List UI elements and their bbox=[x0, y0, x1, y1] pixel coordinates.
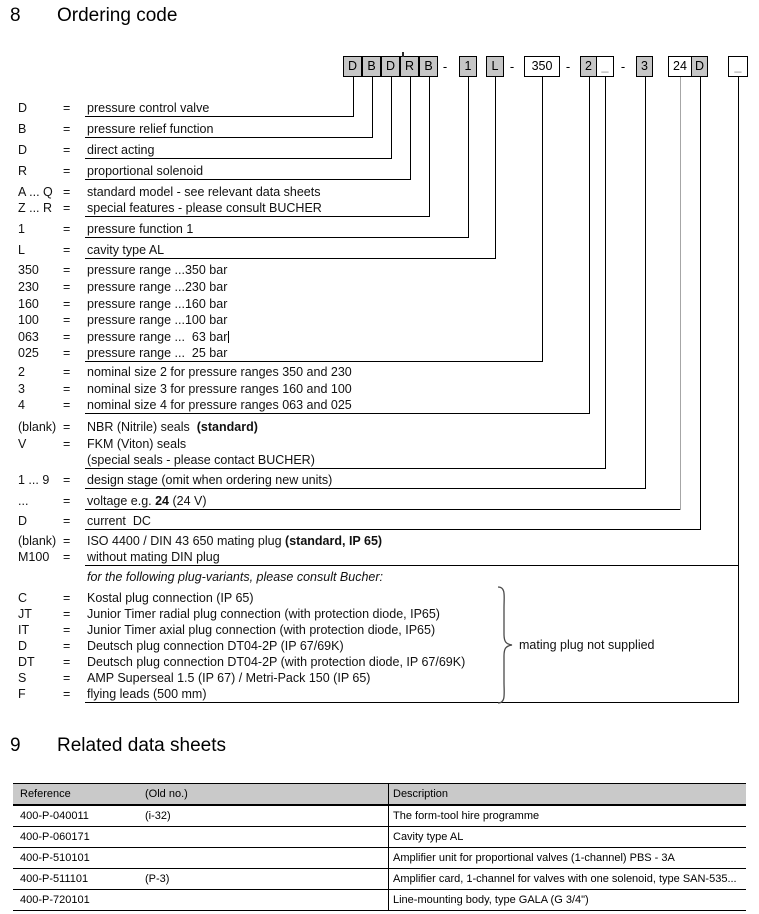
code-box: B bbox=[362, 56, 381, 77]
code-value: R bbox=[18, 164, 28, 178]
equals-sign: = bbox=[63, 623, 71, 637]
code-description: nominal size 3 for pressure ranges 160 and 100 bbox=[87, 382, 352, 396]
equals-sign: = bbox=[63, 122, 71, 136]
code-legend-row bbox=[0, 453, 759, 469]
stray-tick-mark bbox=[402, 52, 404, 57]
code-legend-row bbox=[0, 570, 759, 586]
equals-sign: = bbox=[63, 687, 71, 701]
code-description: NBR (Nitrile) seals (standard) bbox=[87, 420, 258, 434]
code-legend-row bbox=[0, 687, 759, 703]
code-value: JT bbox=[18, 607, 32, 621]
equals-sign: = bbox=[63, 201, 71, 215]
equals-sign: = bbox=[63, 398, 71, 412]
code-value: D bbox=[18, 143, 28, 157]
equals-sign: = bbox=[63, 607, 71, 621]
table-cell-reference: 400-P-510101 bbox=[20, 852, 90, 864]
code-description: Kostal plug connection (IP 65) bbox=[87, 591, 254, 605]
code-value: DT bbox=[18, 655, 35, 669]
equals-sign: = bbox=[63, 473, 71, 487]
equals-sign: = bbox=[63, 655, 71, 669]
equals-sign: = bbox=[63, 346, 71, 360]
code-value: 1 ... 9 bbox=[18, 473, 50, 487]
equals-sign: = bbox=[63, 330, 71, 344]
equals-sign: = bbox=[63, 222, 71, 236]
code-legend-row bbox=[0, 313, 759, 329]
code-description: standard model - see relevant data sheets bbox=[87, 185, 321, 199]
code-legend-row bbox=[0, 671, 759, 687]
code-description: Deutsch plug connection DT04-2P (with protection diode, IP 67/69K) bbox=[87, 655, 466, 669]
table-header-reference: Reference bbox=[20, 788, 71, 800]
code-description: pressure range ...100 bar bbox=[87, 313, 228, 327]
code-legend-row bbox=[0, 243, 759, 259]
equals-sign: = bbox=[63, 382, 71, 396]
equals-sign: = bbox=[63, 280, 71, 294]
code-description: for the following plug-variants, please consult Bucher: bbox=[87, 570, 383, 584]
code-legend-row bbox=[0, 201, 759, 217]
code-description: cavity type AL bbox=[87, 243, 165, 257]
code-legend-row bbox=[0, 222, 759, 238]
section-9-number: 9 bbox=[10, 735, 21, 756]
table-cell-reference: 400-P-511101 bbox=[20, 873, 89, 885]
equals-sign: = bbox=[63, 420, 71, 434]
code-value: 2 bbox=[18, 365, 25, 379]
code-description: nominal size 4 for pressure ranges 063 and 025 bbox=[87, 398, 352, 412]
code-box: 3 bbox=[636, 56, 653, 77]
table-header-description: Description bbox=[393, 788, 449, 800]
code-separator-dash: - bbox=[509, 59, 515, 74]
table-cell-description: The form-tool hire programme bbox=[393, 810, 540, 822]
code-legend-row bbox=[0, 607, 759, 623]
section-9-heading bbox=[0, 735, 759, 759]
plug-variants-brace bbox=[492, 584, 518, 706]
code-legend-row bbox=[0, 514, 759, 530]
equals-sign: = bbox=[63, 534, 71, 548]
code-legend-row bbox=[0, 101, 759, 117]
code-value: B bbox=[18, 122, 27, 136]
code-description: Junior Timer axial plug connection (with protection diode, IP65) bbox=[87, 623, 436, 637]
equals-sign: = bbox=[63, 437, 71, 451]
table-header-row bbox=[13, 784, 746, 806]
code-value: 160 bbox=[18, 297, 39, 311]
code-value: 350 bbox=[18, 263, 39, 277]
table-cell-description: Cavity type AL bbox=[393, 831, 464, 843]
code-legend-row bbox=[0, 534, 759, 550]
section-9-title: Related data sheets bbox=[57, 735, 227, 756]
code-box: D bbox=[381, 56, 400, 77]
code-description: pressure range ...230 bar bbox=[87, 280, 228, 294]
code-value: F bbox=[18, 687, 26, 701]
code-value: (blank) bbox=[18, 420, 57, 434]
table-cell-reference: 400-P-060171 bbox=[20, 831, 90, 843]
equals-sign: = bbox=[63, 313, 71, 327]
table-cell-old-no: (i-32) bbox=[145, 810, 171, 822]
table-cell-description: Line-mounting body, type GALA (G 3/4") bbox=[393, 894, 589, 906]
code-description: pressure control valve bbox=[87, 101, 210, 115]
code-legend-row bbox=[0, 122, 759, 138]
code-value: ... bbox=[18, 494, 29, 508]
code-legend-row bbox=[0, 382, 759, 398]
table-cell-description: Amplifier unit for proportional valves (1-channel) PBS - 3A bbox=[393, 852, 675, 864]
code-description: voltage e.g. 24 (24 V) bbox=[87, 494, 207, 508]
code-description: pressure function 1 bbox=[87, 222, 194, 236]
code-description: without mating DIN plug bbox=[87, 550, 220, 564]
code-value: 3 bbox=[18, 382, 25, 396]
code-legend-row bbox=[0, 623, 759, 639]
code-value: V bbox=[18, 437, 27, 451]
code-value: 100 bbox=[18, 313, 39, 327]
code-legend-row bbox=[0, 185, 759, 201]
code-box: 350 bbox=[524, 56, 560, 77]
code-description: pressure range ...350 bar bbox=[87, 263, 228, 277]
text-cursor-artifact bbox=[228, 331, 229, 343]
code-value: D bbox=[18, 101, 28, 115]
code-value: A ... Q bbox=[18, 185, 53, 199]
code-description: pressure relief function bbox=[87, 122, 214, 136]
code-value: M100 bbox=[18, 550, 50, 564]
code-legend-row bbox=[0, 550, 759, 566]
code-value: S bbox=[18, 671, 27, 685]
equals-sign: = bbox=[63, 494, 71, 508]
equals-sign: = bbox=[63, 185, 71, 199]
code-value: (blank) bbox=[18, 534, 57, 548]
code-legend-row bbox=[0, 591, 759, 607]
code-description: direct acting bbox=[87, 143, 155, 157]
code-legend-row bbox=[0, 346, 759, 362]
table-cell-old-no: (P-3) bbox=[145, 873, 170, 885]
equals-sign: = bbox=[63, 263, 71, 277]
equals-sign: = bbox=[63, 365, 71, 379]
code-legend-row bbox=[0, 365, 759, 381]
code-description: AMP Superseal 1.5 (IP 67) / Metri-Pack 150 (IP 65) bbox=[87, 671, 371, 685]
table-header-old-no: (Old no.) bbox=[145, 788, 188, 800]
curly-brace-icon bbox=[492, 584, 518, 706]
equals-sign: = bbox=[63, 671, 71, 685]
code-description: Deutsch plug connection DT04-2P (IP 67/69K) bbox=[87, 639, 344, 653]
code-description: current DC bbox=[87, 514, 151, 528]
code-description: Junior Timer radial plug connection (with protection diode, IP65) bbox=[87, 607, 440, 621]
section-8-number: 8 bbox=[10, 5, 21, 26]
code-value: 4 bbox=[18, 398, 25, 412]
code-value: 230 bbox=[18, 280, 39, 294]
table-row bbox=[13, 890, 746, 911]
code-box: _ bbox=[596, 56, 614, 77]
code-value: D bbox=[18, 639, 28, 653]
code-box: 24 bbox=[668, 56, 692, 77]
table-cell-description: Amplifier card, 1-channel for valves with one solenoid, type SAN-535... bbox=[393, 873, 737, 885]
related-data-sheets-table bbox=[13, 783, 746, 911]
table-cell-reference: 400-P-720101 bbox=[20, 894, 90, 906]
mating-plug-note: mating plug not supplied bbox=[519, 638, 655, 652]
code-box: _ bbox=[728, 56, 748, 77]
code-legend-row bbox=[0, 280, 759, 296]
code-value: 063 bbox=[18, 330, 39, 344]
code-legend-row bbox=[0, 297, 759, 313]
code-legend-row bbox=[0, 263, 759, 279]
code-separator-dash: - bbox=[565, 59, 571, 74]
code-description: design stage (omit when ordering new units) bbox=[87, 473, 333, 487]
code-description: FKM (Viton) seals bbox=[87, 437, 187, 451]
code-description: special features - please consult BUCHER bbox=[87, 201, 322, 215]
code-separator-dash: - bbox=[620, 59, 626, 74]
code-box: 1 bbox=[459, 56, 477, 77]
code-value: 1 bbox=[18, 222, 25, 236]
table-cell-reference: 400-P-040011 bbox=[20, 810, 89, 822]
code-box: L bbox=[486, 56, 504, 77]
code-legend-row bbox=[0, 437, 759, 453]
code-value: L bbox=[18, 243, 25, 257]
code-value: IT bbox=[18, 623, 30, 637]
code-separator-dash: - bbox=[442, 59, 448, 74]
table-row bbox=[13, 806, 746, 827]
code-value: 025 bbox=[18, 346, 39, 360]
code-legend-row bbox=[0, 655, 759, 671]
code-box: D bbox=[343, 56, 362, 77]
section-8-title: Ordering code bbox=[57, 5, 178, 26]
section-8-heading bbox=[0, 5, 759, 29]
code-box: 2 bbox=[580, 56, 597, 77]
code-box: R bbox=[400, 56, 419, 77]
code-legend-row bbox=[0, 473, 759, 489]
code-description: flying leads (500 mm) bbox=[87, 687, 207, 701]
equals-sign: = bbox=[63, 101, 71, 115]
code-value: C bbox=[18, 591, 28, 605]
code-value: Z ... R bbox=[18, 201, 53, 215]
table-row bbox=[13, 827, 746, 848]
table-column-divider bbox=[388, 784, 389, 911]
equals-sign: = bbox=[63, 591, 71, 605]
equals-sign: = bbox=[63, 297, 71, 311]
code-description: ISO 4400 / DIN 43 650 mating plug (standard, IP 65) bbox=[87, 534, 383, 548]
code-legend-row bbox=[0, 164, 759, 180]
code-box: B bbox=[419, 56, 438, 77]
code-description: (special seals - please contact BUCHER) bbox=[87, 453, 315, 467]
code-description: pressure range ... 63 bar bbox=[87, 330, 228, 344]
equals-sign: = bbox=[63, 243, 71, 257]
code-legend-row bbox=[0, 398, 759, 414]
code-box: D bbox=[691, 56, 708, 77]
code-legend-row bbox=[0, 494, 759, 510]
code-description: nominal size 2 for pressure ranges 350 and 230 bbox=[87, 365, 352, 379]
table-row bbox=[13, 869, 746, 890]
code-description: pressure range ... 25 bar bbox=[87, 346, 228, 360]
equals-sign: = bbox=[63, 143, 71, 157]
code-value: D bbox=[18, 514, 28, 528]
equals-sign: = bbox=[63, 639, 71, 653]
code-legend-row bbox=[0, 143, 759, 159]
equals-sign: = bbox=[63, 164, 71, 178]
code-legend-row bbox=[0, 420, 759, 436]
code-description: proportional solenoid bbox=[87, 164, 204, 178]
code-legend-row bbox=[0, 330, 759, 346]
equals-sign: = bbox=[63, 514, 71, 528]
code-description: pressure range ...160 bar bbox=[87, 297, 228, 311]
equals-sign: = bbox=[63, 550, 71, 564]
table-row bbox=[13, 848, 746, 869]
